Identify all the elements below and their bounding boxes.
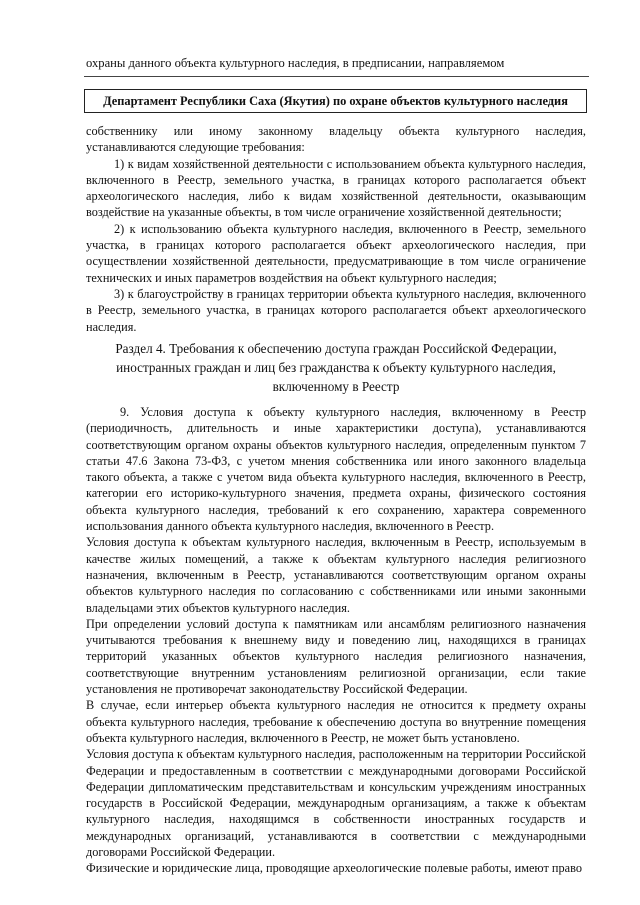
section-heading-line-1: Раздел 4. Требования к обеспечению доступа граждан Российской Федерации, bbox=[115, 341, 557, 356]
requirements-block bbox=[86, 123, 586, 335]
access-conditions-block bbox=[86, 404, 586, 877]
requirement-item-3: 3) к благоустройству в границах территории объекта культурного наследия, включенного в Реестр, земельного участка, в границах которого располагается объект археологического наследия. bbox=[86, 286, 586, 334]
paragraph-archaeological-works: Физические и юридические лица, проводящие археологические полевые работы, имеют право bbox=[86, 861, 582, 876]
paragraph-foreign-objects: Условия доступа к объектам культурного наследия, расположенным на территории Российской Федерации и предоставленным в соответствии с международными договорами Российской Федерации дипломатическим представительствам и консульским учреждениям иностранных государств в Российской Федерации, международным организациям, а также к объектам культурного наследия, находящимся в собственности иностранных государств и международных организаций, устанавливаются в соответствии с международными договорами Российской Федерации. bbox=[86, 747, 586, 860]
department-title: Департамент Республики Саха (Якутия) по охране объектов культурного наследия bbox=[103, 93, 568, 108]
paragraph-interior: В случае, если интерьер объекта культурного наследия не относится к предмету охраны объекта культурного наследия, требование к обеспечению доступа во внутренние помещения объекта культурного наследия, включенного в Реестр, не может быть установлено. bbox=[86, 698, 586, 745]
paragraph-religious-monuments: При определении условий доступа к памятникам или ансамблям религиозного назначения учитываются требования к внешнему виду и поведению лиц, находящихся в границах территорий указанных объектов культурного наследия религиозного назначения, соответствующие внутренним установлениям религиозной организации, если такие установления не противоречат законодательству Российской Федерации. bbox=[86, 616, 586, 697]
previous-page-fragment: охраны данного объекта культурного наследия, в предписании, направляемом bbox=[86, 56, 505, 70]
department-header bbox=[84, 89, 587, 113]
section-heading-line-2: иностранных граждан и лиц без гражданства к объекту культурного наследия, bbox=[116, 360, 556, 375]
page-divider bbox=[84, 76, 589, 77]
paragraph-9: 9. Условия доступа к объекту культурного наследия, включенному в Реестр (периодичность, длительность и иные характеристики доступа), устанавливаются соответствующим органом охраны объектов культурного наследия, определенным пунктом 7 статьи 47.6 Закона 73-ФЗ, с учетом мнения собственника или иного законного владельца такого объекта, а также с учетом вида объекта культурного наследия, включенного в Реестр, категории его историко-культурного значения, предмета охраны, физического состояния объекта культурного наследия, требований к его сохранению, характера современного использования данного объекта культурного наследия, включенного в Реестр. bbox=[86, 405, 586, 534]
paragraph-requirements-intro: собственнику или иному законному владельцу объекта культурного наследия, устанавливаются следующие требования: bbox=[86, 124, 586, 155]
paragraph-religious-housing: Условия доступа к объектам культурного наследия, включенным в Реестр, используемым в качестве жилых помещений, а также к объектам культурного наследия религиозного назначения, включенным в Реестр, устанавливаются соответствующим органом охраны объектов культурного наследия по согласованию с собственниками или иными законными владельцами этих объектов культурного наследия. bbox=[86, 535, 586, 615]
requirement-item-2: 2) к использованию объекта культурного наследия, включенного в Реестр, земельного участка, в границах которого располагается объект археологического наследия, при осуществлении хозяйственной деятельности, предусматривающие в том числе ограничение технических и иных параметров воздействия на объект культурного наследия; bbox=[86, 221, 586, 285]
section-heading bbox=[86, 339, 586, 396]
requirement-item-1: 1) к видам хозяйственной деятельности с использованием объекта культурного наследия, включенного в Реестр, земельного участка, в границах которого располагается объект археологического наследия, либо к видам хозяйственной деятельности, оказывающим воздействие на указанные объекты, в том числе ограничение хозяйственной деятельности; bbox=[86, 156, 586, 220]
section-heading-line-3: включенному в Реестр bbox=[272, 379, 400, 394]
